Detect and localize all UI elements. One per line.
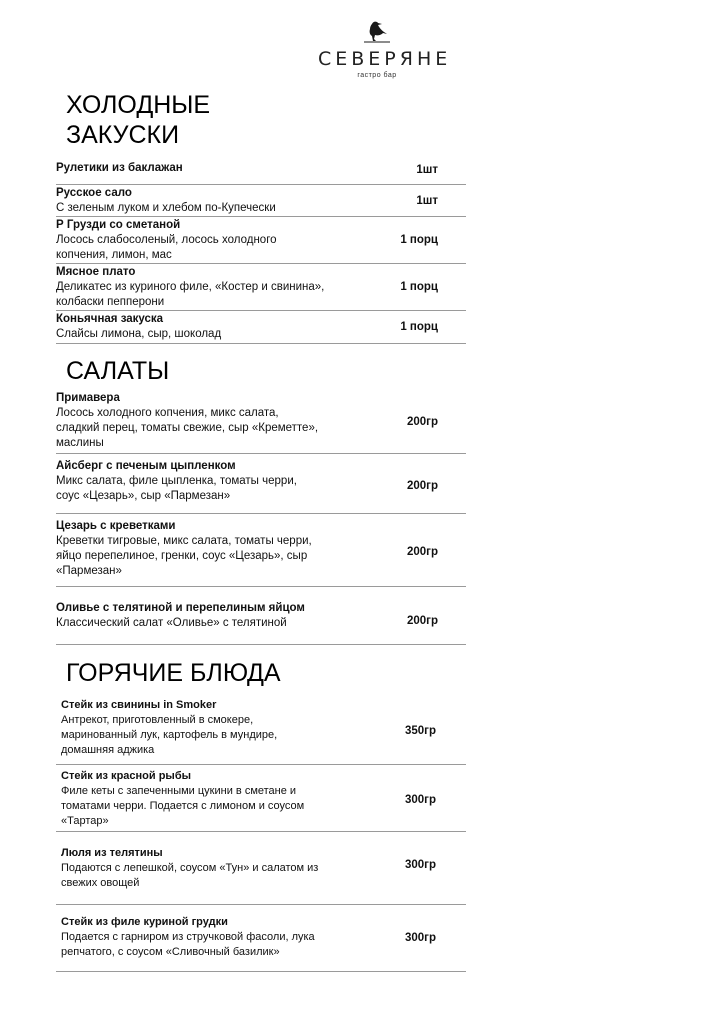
menu-item xyxy=(56,587,466,645)
item-description: томатами черри. Подается с лимоном и соусом xyxy=(61,800,305,812)
item-description: соус «Цезарь», сыр «Пармезан» xyxy=(56,490,231,502)
menu-item xyxy=(56,390,466,454)
menu-item xyxy=(56,185,466,217)
item-description: Антрекот, приготовленный в смокере, xyxy=(61,714,254,726)
menu-item xyxy=(56,217,466,264)
item-description: домашняя аджика xyxy=(61,744,155,756)
menu-item xyxy=(56,768,466,832)
item-portion: 300гр xyxy=(404,859,436,871)
item-description: Филе кеты с запеченными цукини в сметане и xyxy=(61,785,297,797)
item-name: Люля из телятины xyxy=(61,847,163,859)
item-description: «Пармезан» xyxy=(56,565,122,577)
item-description: копчения, лимон, мас xyxy=(56,249,172,261)
menu-item xyxy=(56,912,466,972)
item-name: Р Грузди со сметаной xyxy=(56,219,181,231)
item-name: Рулетики из баклажан xyxy=(56,162,183,174)
menu-item xyxy=(56,458,466,514)
item-portion: 1шт xyxy=(416,194,438,207)
section-title-line: ГОРЯЧИЕ БЛЮДА xyxy=(66,659,281,687)
item-description: Микс салата, филе цыпленка, томаты черри, xyxy=(56,475,297,487)
item-description: репчатого, с соусом «Сливочный базилик» xyxy=(61,946,280,958)
section-title-line: САЛАТЫ xyxy=(66,357,170,385)
item-name: Стейк из красной рыбы xyxy=(61,770,192,782)
section-title-line: ЗАКУСКИ xyxy=(66,121,180,149)
item-description: Лосось слабосоленый, лосось холодного xyxy=(56,234,277,246)
brand-logo xyxy=(318,20,452,79)
item-name: Оливье с телятиной и перепелиным яйцом xyxy=(56,602,305,614)
item-name: Стейк из филе куриной грудки xyxy=(61,916,228,928)
item-description: С зеленым луком и хлебом по-Купечески xyxy=(56,202,276,214)
item-description: сладкий перец, томаты свежие, сыр «Креметте», xyxy=(56,422,319,434)
item-portion: 200гр xyxy=(406,546,438,558)
section-title-cold-appetizers xyxy=(66,90,210,150)
item-portion: 350гр xyxy=(404,724,436,737)
raven-icon xyxy=(364,20,390,44)
item-description: маринованный лук, картофель в мундире, xyxy=(61,729,278,741)
item-description: Креветки тигровые, микс салата, томаты черри, xyxy=(56,535,312,547)
menu-item xyxy=(56,697,466,765)
section-title-salads xyxy=(66,356,169,386)
item-description: свежих овощей xyxy=(61,877,140,889)
item-description: Лосось холодного копчения, микс салата, xyxy=(56,407,279,419)
item-portion: 200гр xyxy=(406,479,438,492)
menu-item xyxy=(56,518,466,587)
section-title-line: ХОЛОДНЫЕ xyxy=(66,91,211,119)
item-name: Мясное плато xyxy=(56,266,136,278)
item-description: Подается с гарниром из стручковой фасоли, лука xyxy=(61,931,315,943)
menu-item xyxy=(56,311,466,344)
menu-item xyxy=(56,840,466,905)
item-description: Подаются с лепешкой, соусом «Тун» и салатом из xyxy=(61,862,319,874)
item-description: яйцо перепелиное, гренки, соус «Цезарь», сыр xyxy=(56,550,308,562)
item-portion: 1 порц xyxy=(400,234,438,246)
item-description: Слайсы лимона, сыр, шоколад xyxy=(56,328,222,340)
item-name: Стейк из свинины in Smoker xyxy=(61,699,217,711)
item-portion: 300гр xyxy=(404,793,436,806)
brand-subtitle: гастро бар xyxy=(357,72,397,79)
item-name: Русское сало xyxy=(56,187,132,199)
brand-name: СЕВЕРЯНЕ xyxy=(318,48,452,70)
item-description: маслины xyxy=(56,437,104,449)
item-name: Коньячная закуска xyxy=(56,313,164,325)
item-portion: 300гр xyxy=(404,931,436,944)
item-portion: 1 порц xyxy=(400,321,438,333)
item-description: колбаски пепперони xyxy=(56,296,165,308)
item-description: Классический салат «Оливье» с телятиной xyxy=(56,617,287,629)
item-description: «Тартар» xyxy=(61,815,109,827)
item-portion: 200гр xyxy=(406,614,438,627)
item-portion: 1шт xyxy=(416,164,438,176)
menu-item xyxy=(56,264,466,311)
section-title-hot-dishes xyxy=(66,658,281,688)
item-name: Айсберг с печеным цыпленком xyxy=(56,460,236,472)
menu-item xyxy=(56,156,466,185)
item-portion: 200гр xyxy=(406,415,438,428)
item-description: Деликатес из куриного филе, «Костер и свинина», xyxy=(56,281,325,293)
item-name: Примавера xyxy=(56,392,120,404)
item-name: Цезарь с креветками xyxy=(56,520,176,532)
item-portion: 1 порц xyxy=(400,281,438,293)
